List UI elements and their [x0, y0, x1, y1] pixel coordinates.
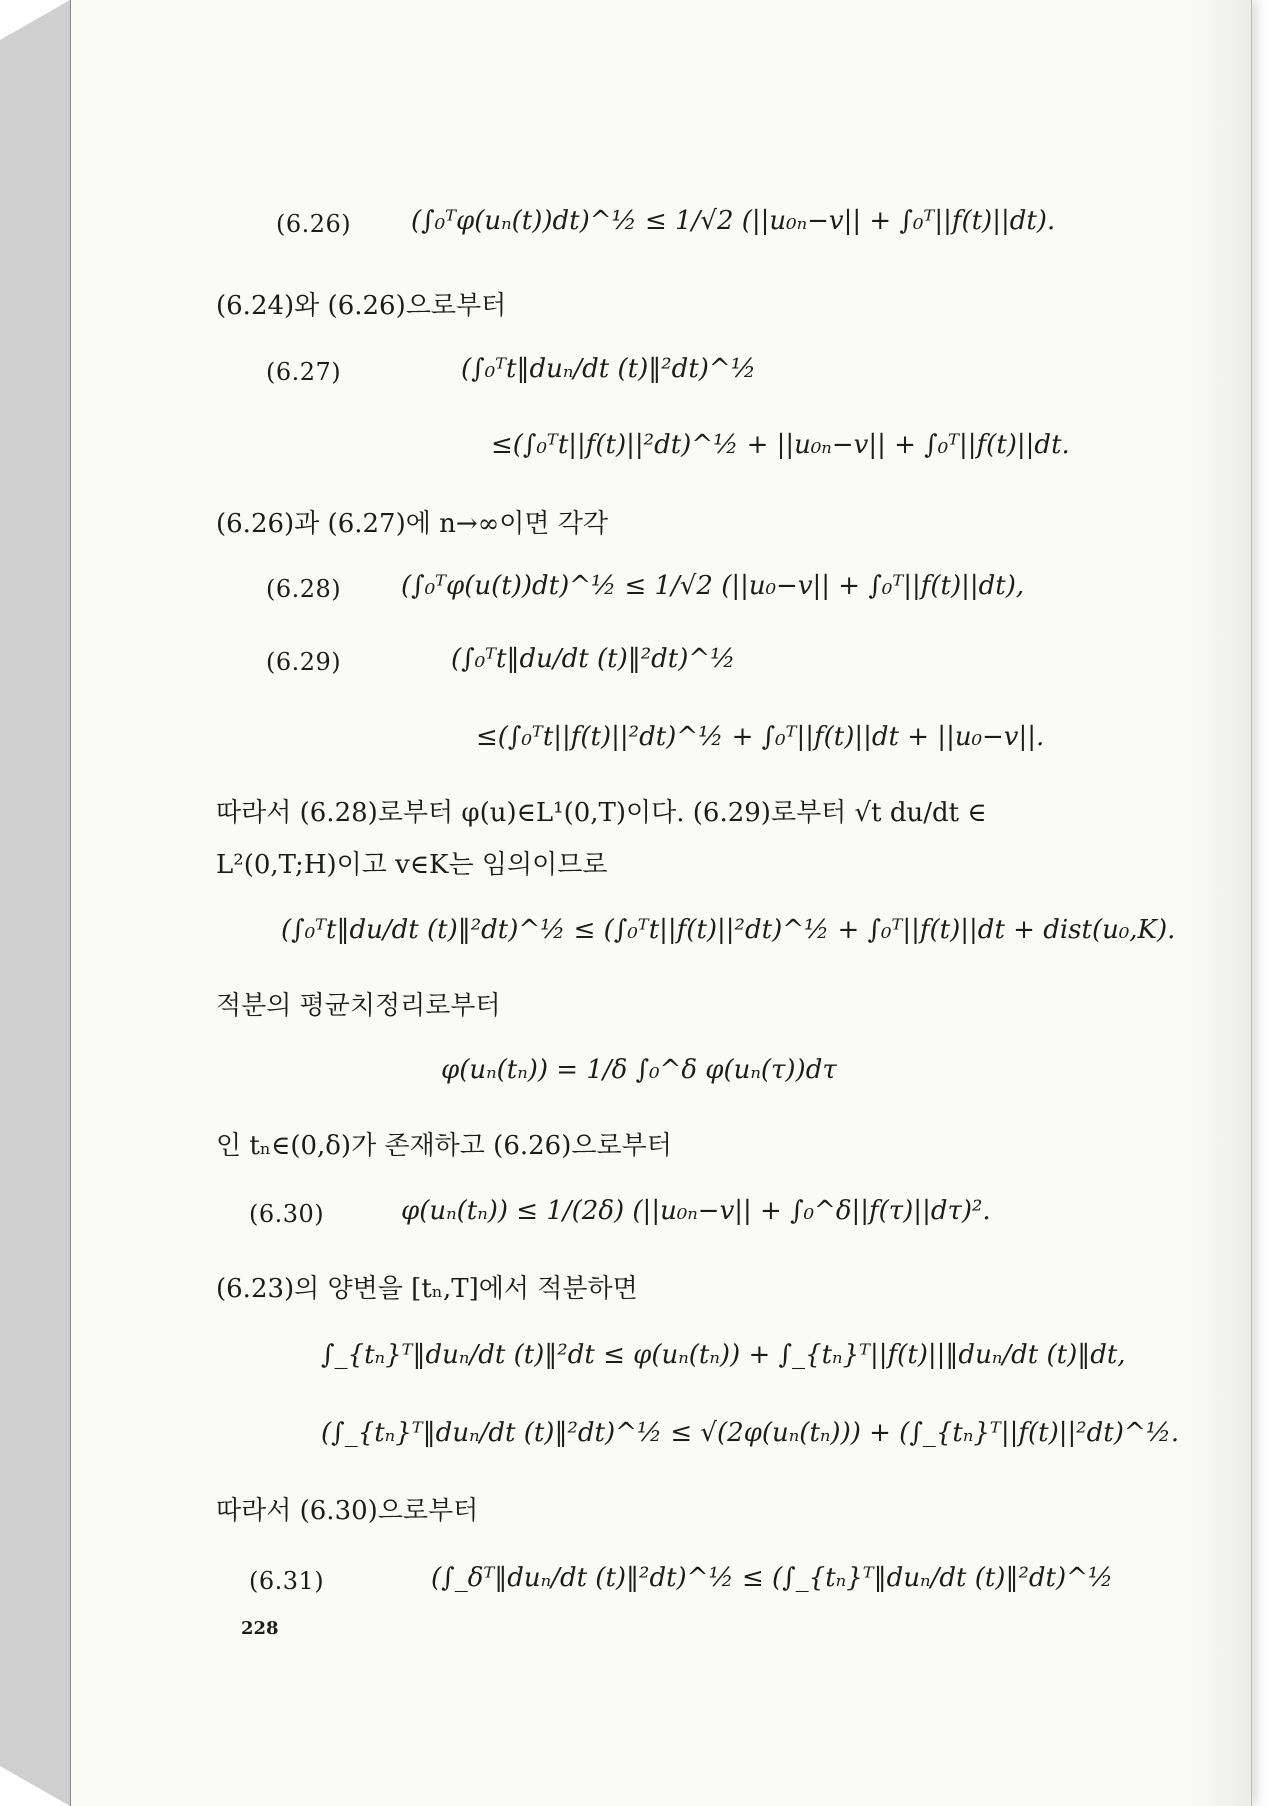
body-text: 적분의 평균치정리로부터 — [216, 991, 501, 1021]
book-page — [70, 0, 1252, 1806]
equation-number: (6.28) — [266, 575, 342, 603]
formula-continuation: ≤(∫₀ᵀt||f(t)||²dt)^½ + ∫₀ᵀ||f(t)||dt + ||u₀−v||. — [476, 722, 1045, 752]
formula-continuation: ≤(∫₀ᵀt||f(t)||²dt)^½ + ||u₀ₙ−v|| + ∫₀ᵀ||f(t)||dt. — [491, 430, 1070, 460]
formula: (∫_δᵀ‖duₙ/dt (t)‖²dt)^½ ≤ (∫_{tₙ}ᵀ‖duₙ/dt (t)‖²dt)^½ — [431, 1563, 1114, 1593]
body-text: 인 tₙ∈(0,δ)가 존재하고 (6.26)으로부터 — [216, 1131, 672, 1161]
formula: (∫₀ᵀt‖duₙ/dt (t)‖²dt)^½ — [461, 354, 756, 384]
body-text: (6.26)과 (6.27)에 n→∞이면 각각 — [216, 509, 609, 539]
equation-number: (6.27) — [266, 358, 342, 386]
equation-number: (6.31) — [249, 1567, 325, 1595]
book-spine — [0, 0, 70, 1806]
formula: (∫₀ᵀt‖du/dt (t)‖²dt)^½ ≤ (∫₀ᵀt||f(t)||²dt)^½ + ∫₀ᵀ||f(t)||dt + dist(u₀,K). — [281, 915, 1176, 945]
formula: (∫₀ᵀt‖du/dt (t)‖²dt)^½ — [451, 644, 736, 674]
formula: (∫₀ᵀφ(u(t))dt)^½ ≤ 1/√2 (||u₀−v|| + ∫₀ᵀ||f(t)||dt), — [401, 571, 1025, 601]
body-text: (6.24)와 (6.26)으로부터 — [216, 291, 507, 321]
body-text: 따라서 (6.30)으로부터 — [216, 1496, 479, 1526]
body-text: 따라서 (6.28)로부터 φ(u)∈L¹(0,T)이다. (6.29)로부터 √t du/dt ∈ — [216, 798, 987, 828]
equation-number: (6.26) — [276, 210, 352, 238]
equation-number: (6.30) — [249, 1200, 325, 1228]
formula: ∫_{tₙ}ᵀ‖duₙ/dt (t)‖²dt ≤ φ(uₙ(tₙ)) + ∫_{tₙ}ᵀ||f(t)||‖duₙ/dt (t)‖dt, — [321, 1340, 1126, 1370]
formula: φ(uₙ(tₙ)) = 1/δ ∫₀^δ φ(uₙ(τ))dτ — [441, 1055, 837, 1085]
page-number: 228 — [241, 1618, 279, 1639]
body-text: (6.23)의 양변을 [tₙ,T]에서 적분하면 — [216, 1274, 638, 1304]
equation-number: (6.29) — [266, 648, 342, 676]
formula: (∫₀ᵀφ(uₙ(t))dt)^½ ≤ 1/√2 (||u₀ₙ−v|| + ∫₀ᵀ||f(t)||dt). — [411, 206, 1056, 236]
body-text: L²(0,T;H)이고 v∈K는 임의이므로 — [216, 850, 608, 880]
formula: φ(uₙ(tₙ)) ≤ 1/(2δ) (||u₀ₙ−v|| + ∫₀^δ||f(τ)||dτ)². — [401, 1196, 991, 1226]
formula: (∫_{tₙ}ᵀ‖duₙ/dt (t)‖²dt)^½ ≤ √(2φ(uₙ(tₙ))) + (∫_{tₙ}ᵀ||f(t)||²dt)^½. — [321, 1418, 1180, 1448]
